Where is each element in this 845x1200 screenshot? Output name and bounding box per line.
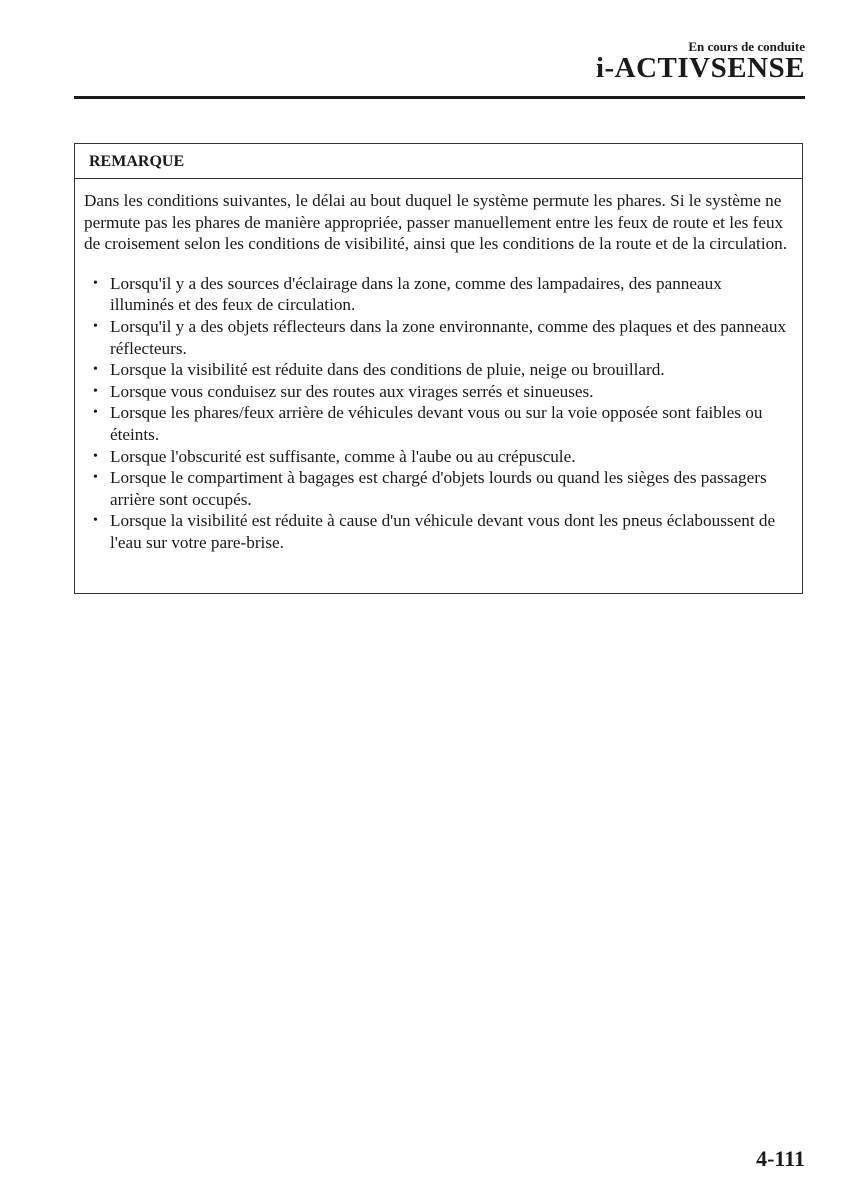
list-item: [84, 316, 788, 359]
bullet-icon: •: [93, 448, 98, 464]
note-heading: REMARQUE: [75, 144, 802, 179]
list-item-text: Lorsqu'il y a des sources d'éclairage dans la zone, comme des lampadaires, des panneaux illuminés et des feux de circulation.: [110, 273, 722, 315]
section-label: En cours de conduite: [688, 39, 805, 54]
header-divider: [74, 96, 805, 99]
note-body: [75, 179, 802, 554]
list-item-text: Lorsque la visibilité est réduite dans des conditions de pluie, neige ou brouillard.: [110, 360, 665, 380]
list-item-text: Lorsqu'il y a des objets réflecteurs dans la zone environnante, comme des plaques et des panneaux réflecteurs.: [110, 316, 787, 358]
list-item-text: Lorsque vous conduisez sur des routes aux virages serrés et sinueuses.: [110, 381, 594, 401]
list-item: [84, 446, 788, 468]
list-item: [84, 510, 788, 553]
condition-list: [84, 273, 788, 554]
page-title: i-ACTIVSENSE: [595, 52, 805, 84]
list-item-text: Lorsque l'obscurité est suffisante, comme à l'aube ou au crépuscule.: [110, 446, 576, 466]
bullet-icon: •: [93, 513, 98, 529]
list-item: [84, 381, 788, 403]
list-item-text: Lorsque les phares/feux arrière de véhicules devant vous ou sur la voie opposée sont faibles ou éteints.: [110, 403, 763, 444]
list-item: [84, 467, 788, 510]
bullet-icon: •: [93, 275, 98, 291]
bullet-icon: •: [93, 470, 98, 486]
page-number: 4-111: [756, 1146, 805, 1171]
note-intro: Dans les conditions suivantes, le délai au bout duquel le système permute les phares. Si le système ne permute pas les phares de manière appropriée, passer manuellement entre les feux de route et les feux de croisement selon les conditions de visibilité, ainsi que les conditions de la route et de la circulation.: [84, 191, 788, 254]
list-item-text: Lorsque la visibilité est réduite à cause d'un véhicule devant vous dont les pneus éclaboussent de l'eau sur votre pare-brise.: [110, 511, 776, 552]
bullet-icon: •: [93, 383, 98, 399]
bullet-icon: •: [93, 405, 98, 421]
list-item-text: Lorsque le compartiment à bagages est chargé d'objets lourds ou quand les sièges des passagers arrière sont occupés.: [110, 468, 767, 509]
bullet-icon: •: [93, 318, 98, 334]
list-item: [84, 273, 788, 316]
list-item: [84, 359, 788, 381]
bullet-icon: •: [93, 362, 98, 378]
list-item: [84, 402, 788, 445]
note-box: [74, 143, 803, 594]
